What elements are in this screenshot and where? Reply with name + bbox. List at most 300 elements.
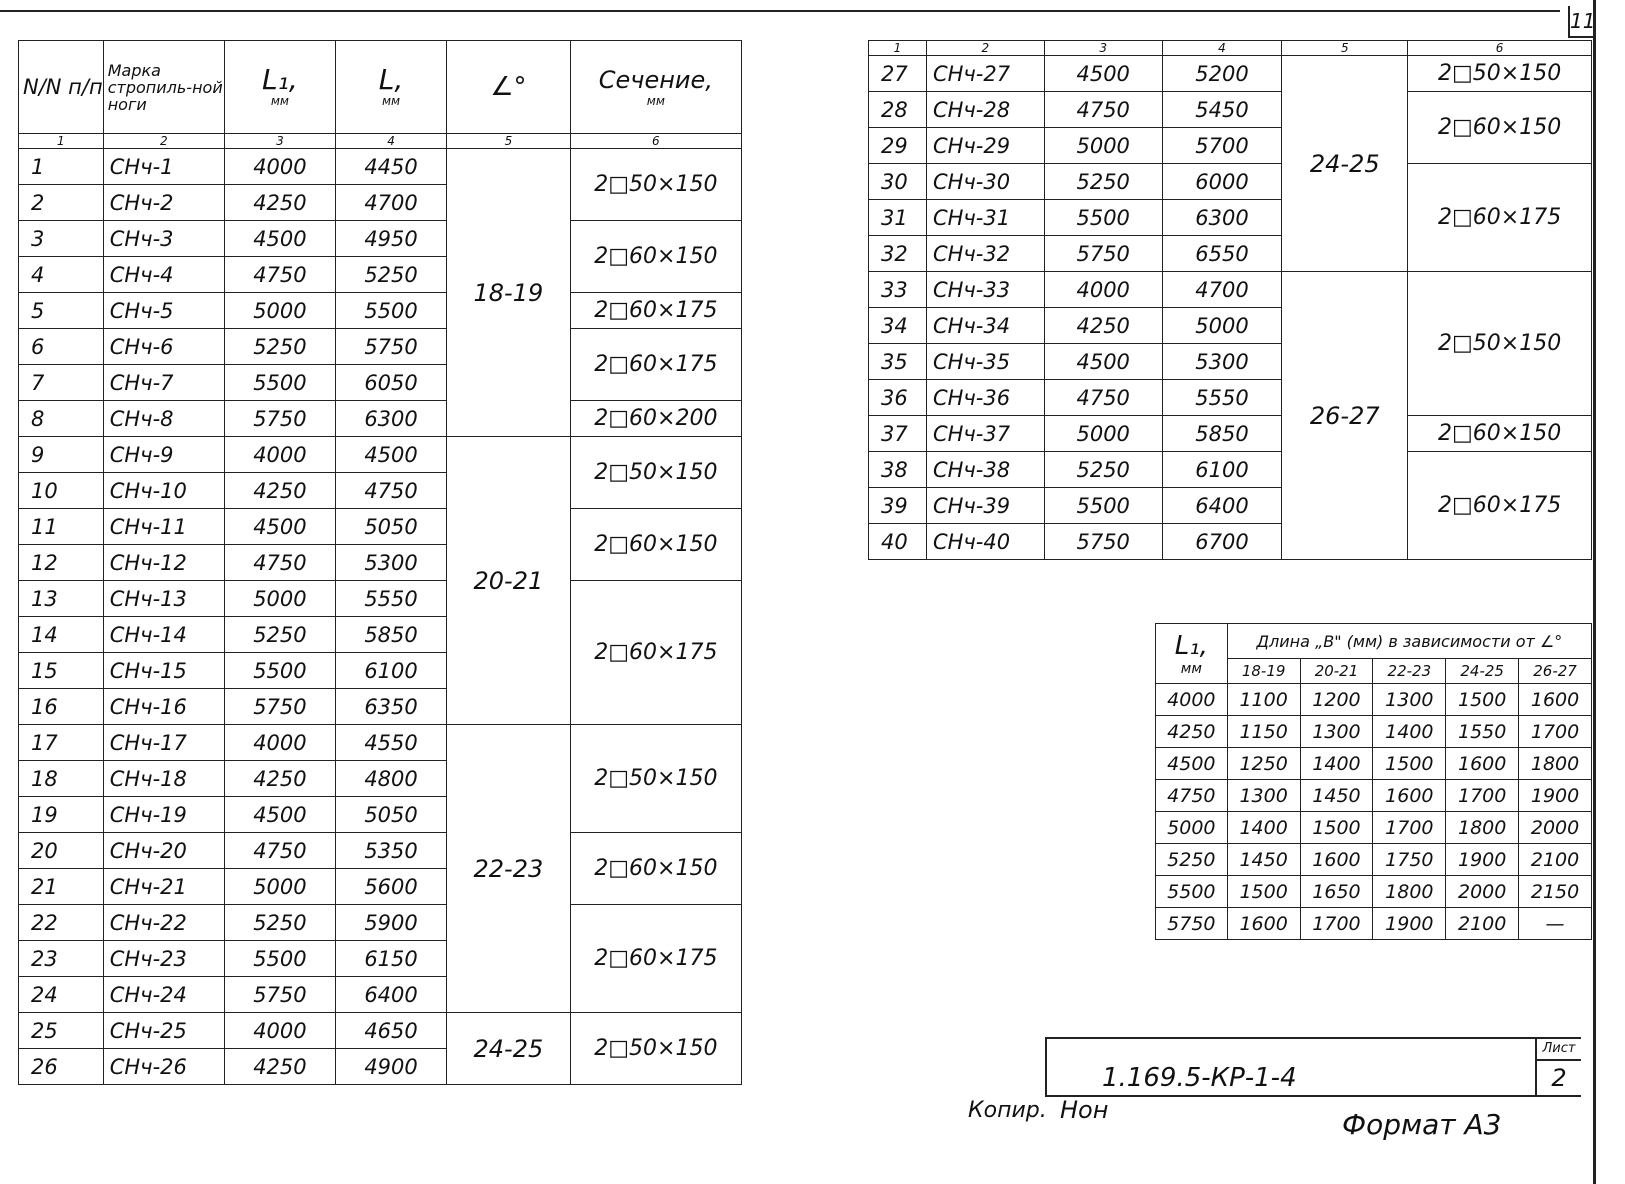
length-l1: 4000 xyxy=(224,437,335,473)
colnum: 5 xyxy=(447,134,571,149)
row-number: 8 xyxy=(19,401,104,437)
b-value: 2100 xyxy=(1519,844,1592,876)
table-row xyxy=(19,437,742,473)
section-value: 2□50×150 xyxy=(570,725,741,833)
table-row xyxy=(1156,876,1592,908)
rafter-mark: СНч-37 xyxy=(926,416,1044,452)
rafter-mark: СНч-26 xyxy=(103,1049,224,1085)
b-value: 1700 xyxy=(1373,812,1446,844)
length-l1: 5750 xyxy=(224,401,335,437)
b-value: 1750 xyxy=(1373,844,1446,876)
section-value: 2□50×150 xyxy=(570,437,741,509)
rafter-mark: СНч-9 xyxy=(103,437,224,473)
b-value: 1800 xyxy=(1519,748,1592,780)
rafter-mark: СНч-16 xyxy=(103,689,224,725)
section-value: 2□60×150 xyxy=(570,833,741,905)
rafter-mark: СНч-23 xyxy=(103,941,224,977)
alpha-group: 22-23 xyxy=(447,725,571,1013)
rafter-mark: СНч-20 xyxy=(103,833,224,869)
length-l: 6400 xyxy=(335,977,446,1013)
table-row xyxy=(1156,908,1592,940)
length-l: 5450 xyxy=(1162,92,1282,128)
b-value: 1600 xyxy=(1446,748,1519,780)
length-l1: 5000 xyxy=(224,869,335,905)
b-value: 1550 xyxy=(1446,716,1519,748)
section-value: 2□50×150 xyxy=(570,149,741,221)
b-value: 1300 xyxy=(1373,684,1446,716)
rafter-mark: СНч-30 xyxy=(926,164,1044,200)
rafter-mark: СНч-6 xyxy=(103,329,224,365)
b-value: 1500 xyxy=(1227,876,1300,908)
table-row xyxy=(1156,716,1592,748)
b-value: 1300 xyxy=(1300,716,1373,748)
table-row xyxy=(19,221,742,257)
table-row xyxy=(869,416,1592,452)
section-value: 2□60×150 xyxy=(570,509,741,581)
colnum: 3 xyxy=(1044,41,1162,56)
b-value: 1450 xyxy=(1227,844,1300,876)
header-section-label: Сечение, xyxy=(598,66,713,94)
header-alpha-label: ∠° xyxy=(490,72,527,102)
length-l1: 4000 xyxy=(1044,272,1162,308)
rafter-mark: СНч-12 xyxy=(103,545,224,581)
b-title-row xyxy=(1156,624,1592,659)
rafter-mark: СНч-32 xyxy=(926,236,1044,272)
length-l1: 4250 xyxy=(224,185,335,221)
rafter-mark: СНч-13 xyxy=(103,581,224,617)
table-row xyxy=(19,833,742,869)
length-l: 5350 xyxy=(335,833,446,869)
b-corner xyxy=(1156,624,1228,684)
length-l: 6100 xyxy=(335,653,446,689)
left-header-row xyxy=(19,41,742,134)
row-number: 1 xyxy=(19,149,104,185)
row-number: 35 xyxy=(869,344,927,380)
row-number: 14 xyxy=(19,617,104,653)
b-row-l1: 4000 xyxy=(1156,684,1228,716)
length-l1: 4250 xyxy=(1044,308,1162,344)
left-colnum-row xyxy=(19,134,742,149)
length-l: 4550 xyxy=(335,725,446,761)
table-row xyxy=(869,272,1592,308)
table-row xyxy=(869,56,1592,92)
row-number: 39 xyxy=(869,488,927,524)
table-row xyxy=(19,509,742,545)
sheet-value: 2 xyxy=(1551,1064,1567,1092)
row-number: 24 xyxy=(19,977,104,1013)
alpha-group: 26-27 xyxy=(1282,272,1408,560)
row-number: 30 xyxy=(869,164,927,200)
length-l1: 5000 xyxy=(1044,416,1162,452)
length-l1: 4000 xyxy=(224,149,335,185)
length-l1: 5250 xyxy=(224,905,335,941)
length-l1: 5750 xyxy=(224,689,335,725)
rafter-mark: СНч-34 xyxy=(926,308,1044,344)
length-l: 4650 xyxy=(335,1013,446,1049)
rafter-mark: СНч-19 xyxy=(103,797,224,833)
rafter-mark: СНч-3 xyxy=(103,221,224,257)
table-row xyxy=(1156,844,1592,876)
length-l: 4700 xyxy=(335,185,446,221)
length-l: 4900 xyxy=(335,1049,446,1085)
length-l: 5300 xyxy=(335,545,446,581)
row-number: 7 xyxy=(19,365,104,401)
length-l1: 4500 xyxy=(224,797,335,833)
b-corner-label: L₁, xyxy=(1174,630,1208,661)
row-number: 37 xyxy=(869,416,927,452)
row-number: 19 xyxy=(19,797,104,833)
length-l: 5500 xyxy=(335,293,446,329)
length-l: 5300 xyxy=(1162,344,1282,380)
table-row xyxy=(869,164,1592,200)
section-value: 2□60×175 xyxy=(570,905,741,1013)
length-l: 5550 xyxy=(335,581,446,617)
rafter-mark: СНч-39 xyxy=(926,488,1044,524)
length-l1: 5250 xyxy=(1044,452,1162,488)
length-l: 4500 xyxy=(335,437,446,473)
b-value: 1600 xyxy=(1300,844,1373,876)
section-value: 2□60×150 xyxy=(570,221,741,293)
b-value: 1600 xyxy=(1373,780,1446,812)
rafter-mark: СНч-28 xyxy=(926,92,1044,128)
rafter-mark: СНч-4 xyxy=(103,257,224,293)
rafter-mark: СНч-29 xyxy=(926,128,1044,164)
b-row-l1: 4750 xyxy=(1156,780,1228,812)
length-l: 5600 xyxy=(335,869,446,905)
b-value: 1650 xyxy=(1300,876,1373,908)
alpha-group: 18-19 xyxy=(447,149,571,437)
b-value: 1400 xyxy=(1300,748,1373,780)
row-number: 26 xyxy=(19,1049,104,1085)
row-number: 11 xyxy=(19,509,104,545)
row-number: 31 xyxy=(869,200,927,236)
table-row xyxy=(19,401,742,437)
table-row xyxy=(19,725,742,761)
rafter-mark: СНч-11 xyxy=(103,509,224,545)
row-number: 16 xyxy=(19,689,104,725)
colnum: 1 xyxy=(19,134,104,149)
row-number: 34 xyxy=(869,308,927,344)
length-l: 4450 xyxy=(335,149,446,185)
length-l1: 5000 xyxy=(224,581,335,617)
header-mark: Марка стропиль-ной ноги xyxy=(103,41,224,134)
b-angle: 20-21 xyxy=(1300,659,1373,684)
length-l: 6400 xyxy=(1162,488,1282,524)
b-value: 1450 xyxy=(1300,780,1373,812)
row-number: 15 xyxy=(19,653,104,689)
table-row xyxy=(19,905,742,941)
b-value: 1400 xyxy=(1373,716,1446,748)
length-l1: 5250 xyxy=(224,617,335,653)
length-l: 6550 xyxy=(1162,236,1282,272)
row-number: 28 xyxy=(869,92,927,128)
length-l1: 5500 xyxy=(224,941,335,977)
rafter-mark: СНч-2 xyxy=(103,185,224,221)
b-value: 1900 xyxy=(1446,844,1519,876)
b-value: 1250 xyxy=(1227,748,1300,780)
length-l: 5050 xyxy=(335,797,446,833)
b-value: 1400 xyxy=(1227,812,1300,844)
section-value: 2□60×150 xyxy=(1408,416,1592,452)
b-row-l1: 4500 xyxy=(1156,748,1228,780)
b-value: 1700 xyxy=(1300,908,1373,940)
length-l1: 4750 xyxy=(1044,380,1162,416)
length-l: 6300 xyxy=(335,401,446,437)
alpha-group: 24-25 xyxy=(447,1013,571,1085)
sheet-box xyxy=(1535,1039,1581,1095)
b-value: 2100 xyxy=(1446,908,1519,940)
header-l-unit: мм xyxy=(381,93,401,108)
length-l1: 4750 xyxy=(1044,92,1162,128)
length-b-table xyxy=(1155,623,1592,940)
row-number: 22 xyxy=(19,905,104,941)
length-l: 6150 xyxy=(335,941,446,977)
rafter-mark: СНч-15 xyxy=(103,653,224,689)
length-l: 5900 xyxy=(335,905,446,941)
colnum: 4 xyxy=(1162,41,1282,56)
b-row-l1: 5250 xyxy=(1156,844,1228,876)
b-value: 1800 xyxy=(1373,876,1446,908)
length-l1: 5000 xyxy=(224,293,335,329)
colnum: 6 xyxy=(570,134,741,149)
section-value: 2□50×150 xyxy=(570,1013,741,1085)
row-number: 12 xyxy=(19,545,104,581)
row-number: 10 xyxy=(19,473,104,509)
length-l: 6700 xyxy=(1162,524,1282,560)
length-l1: 4250 xyxy=(224,1049,335,1085)
row-number: 33 xyxy=(869,272,927,308)
length-l1: 4500 xyxy=(224,221,335,257)
b-value: 1500 xyxy=(1446,684,1519,716)
length-l1: 5250 xyxy=(1044,164,1162,200)
b-value: 2000 xyxy=(1519,812,1592,844)
b-value: 1150 xyxy=(1227,716,1300,748)
row-number: 40 xyxy=(869,524,927,560)
rafter-mark: СНч-10 xyxy=(103,473,224,509)
format-label: Формат А3 xyxy=(1342,1108,1502,1141)
row-number: 27 xyxy=(869,56,927,92)
length-l1: 4000 xyxy=(224,725,335,761)
row-number: 13 xyxy=(19,581,104,617)
b-row-l1: 5500 xyxy=(1156,876,1228,908)
length-l1: 4750 xyxy=(224,257,335,293)
length-l1: 5500 xyxy=(224,653,335,689)
length-l: 5550 xyxy=(1162,380,1282,416)
length-l1: 5500 xyxy=(224,365,335,401)
table-row xyxy=(1156,748,1592,780)
section-value: 2□60×150 xyxy=(1408,92,1592,164)
length-l1: 4750 xyxy=(224,545,335,581)
table-row xyxy=(869,92,1592,128)
row-number: 25 xyxy=(19,1013,104,1049)
length-l: 4800 xyxy=(335,761,446,797)
table-row xyxy=(1156,780,1592,812)
length-l: 4750 xyxy=(335,473,446,509)
b-angle: 22-23 xyxy=(1373,659,1446,684)
length-l: 4950 xyxy=(335,221,446,257)
table-row xyxy=(19,581,742,617)
length-l: 5850 xyxy=(1162,416,1282,452)
colnum: 5 xyxy=(1282,41,1408,56)
length-l1: 4250 xyxy=(224,761,335,797)
b-value: 1900 xyxy=(1373,908,1446,940)
b-value: 1200 xyxy=(1300,684,1373,716)
b-value: 1900 xyxy=(1519,780,1592,812)
row-number: 4 xyxy=(19,257,104,293)
b-corner-unit: мм xyxy=(1180,660,1202,677)
length-l1: 5500 xyxy=(1044,200,1162,236)
rafter-mark: СНч-18 xyxy=(103,761,224,797)
right-colnum-row xyxy=(869,41,1592,56)
table-row xyxy=(19,1013,742,1049)
rafter-mark: СНч-5 xyxy=(103,293,224,329)
length-l: 6300 xyxy=(1162,200,1282,236)
rafter-mark: СНч-24 xyxy=(103,977,224,1013)
length-l: 5850 xyxy=(335,617,446,653)
length-l1: 4250 xyxy=(224,473,335,509)
rafter-mark: СНч-40 xyxy=(926,524,1044,560)
row-number: 3 xyxy=(19,221,104,257)
rafter-table-left xyxy=(18,40,742,1085)
length-l: 6000 xyxy=(1162,164,1282,200)
frame-top-line xyxy=(0,10,1560,12)
b-row-l1: 4250 xyxy=(1156,716,1228,748)
rafter-mark: СНч-8 xyxy=(103,401,224,437)
section-value: 2□60×175 xyxy=(1408,452,1592,560)
frame-right-line xyxy=(1593,0,1596,1184)
b-value: 1300 xyxy=(1227,780,1300,812)
table-row xyxy=(1156,684,1592,716)
table-row xyxy=(19,329,742,365)
header-l1-label: L₁, xyxy=(262,62,298,96)
header-num: N/N п/п xyxy=(19,41,104,134)
section-value: 2□60×175 xyxy=(1408,164,1592,272)
b-row-l1: 5000 xyxy=(1156,812,1228,844)
length-l1: 5750 xyxy=(224,977,335,1013)
colnum: 2 xyxy=(103,134,224,149)
length-l: 5050 xyxy=(335,509,446,545)
colnum: 2 xyxy=(926,41,1044,56)
row-number: 38 xyxy=(869,452,927,488)
title-block-stamp xyxy=(1045,1037,1581,1097)
length-l1: 5750 xyxy=(1044,524,1162,560)
length-l: 5000 xyxy=(1162,308,1282,344)
length-l: 5750 xyxy=(335,329,446,365)
b-value: — xyxy=(1519,908,1592,940)
row-number: 2 xyxy=(19,185,104,221)
row-number: 17 xyxy=(19,725,104,761)
row-number: 36 xyxy=(869,380,927,416)
rafter-mark: СНч-22 xyxy=(103,905,224,941)
rafter-mark: СНч-33 xyxy=(926,272,1044,308)
rafter-mark: СНч-25 xyxy=(103,1013,224,1049)
table-row xyxy=(19,149,742,185)
header-section-unit: мм xyxy=(646,94,665,108)
copier-label: Копир. xyxy=(968,1098,1047,1123)
rafter-mark: СНч-27 xyxy=(926,56,1044,92)
alpha-group: 20-21 xyxy=(447,437,571,725)
length-l1: 5000 xyxy=(1044,128,1162,164)
length-l: 5250 xyxy=(335,257,446,293)
header-l1 xyxy=(224,41,335,134)
b-value: 1800 xyxy=(1446,812,1519,844)
b-row-l1: 5750 xyxy=(1156,908,1228,940)
row-number: 6 xyxy=(19,329,104,365)
length-l1: 4750 xyxy=(224,833,335,869)
section-value: 2□50×150 xyxy=(1408,56,1592,92)
sheet-label: Лист xyxy=(1537,1039,1581,1061)
b-angle: 26-27 xyxy=(1519,659,1592,684)
rafter-table-right xyxy=(868,40,1592,560)
b-angle: 24-25 xyxy=(1446,659,1519,684)
b-value: 1100 xyxy=(1227,684,1300,716)
header-l-label: L, xyxy=(378,62,404,96)
b-value: 1600 xyxy=(1227,908,1300,940)
length-l: 5200 xyxy=(1162,56,1282,92)
b-value: 1700 xyxy=(1519,716,1592,748)
section-value: 2□60×175 xyxy=(570,293,741,329)
header-section xyxy=(570,41,741,134)
rafter-mark: СНч-21 xyxy=(103,869,224,905)
section-value: 2□50×150 xyxy=(1408,272,1592,416)
length-l: 6100 xyxy=(1162,452,1282,488)
length-l1: 5250 xyxy=(224,329,335,365)
row-number: 5 xyxy=(19,293,104,329)
b-value: 1700 xyxy=(1446,780,1519,812)
rafter-mark: СНч-31 xyxy=(926,200,1044,236)
table-row xyxy=(1156,812,1592,844)
b-title: Длина „В" (мм) в зависимости от ∠° xyxy=(1227,624,1591,659)
section-value: 2□60×200 xyxy=(570,401,741,437)
row-number: 29 xyxy=(869,128,927,164)
length-l: 6350 xyxy=(335,689,446,725)
rafter-mark: СНч-36 xyxy=(926,380,1044,416)
b-angle: 18-19 xyxy=(1227,659,1300,684)
row-number: 20 xyxy=(19,833,104,869)
header-l1-unit: мм xyxy=(270,93,289,108)
row-number: 32 xyxy=(869,236,927,272)
rafter-mark: СНч-38 xyxy=(926,452,1044,488)
length-l: 4700 xyxy=(1162,272,1282,308)
copier-signature: Нон xyxy=(1060,1096,1109,1124)
length-l1: 5500 xyxy=(1044,488,1162,524)
length-l1: 5750 xyxy=(1044,236,1162,272)
alpha-group: 24-25 xyxy=(1282,56,1408,272)
rafter-mark: СНч-7 xyxy=(103,365,224,401)
b-value: 2150 xyxy=(1519,876,1592,908)
document-code: 1.169.5-КР-1-4 xyxy=(1102,1063,1297,1093)
b-value: 1600 xyxy=(1519,684,1592,716)
section-value: 2□60×175 xyxy=(570,581,741,725)
section-value: 2□60×175 xyxy=(570,329,741,401)
length-l1: 4000 xyxy=(224,1013,335,1049)
length-l1: 4500 xyxy=(1044,56,1162,92)
length-l1: 4500 xyxy=(224,509,335,545)
header-alpha xyxy=(447,41,571,134)
header-l xyxy=(335,41,446,134)
rafter-mark: СНч-17 xyxy=(103,725,224,761)
colnum: 6 xyxy=(1408,41,1592,56)
table-row xyxy=(19,293,742,329)
rafter-mark: СНч-1 xyxy=(103,149,224,185)
row-number: 23 xyxy=(19,941,104,977)
length-l: 5700 xyxy=(1162,128,1282,164)
b-value: 2000 xyxy=(1446,876,1519,908)
row-number: 18 xyxy=(19,761,104,797)
colnum: 3 xyxy=(224,134,335,149)
table-row xyxy=(869,452,1592,488)
row-number: 21 xyxy=(19,869,104,905)
